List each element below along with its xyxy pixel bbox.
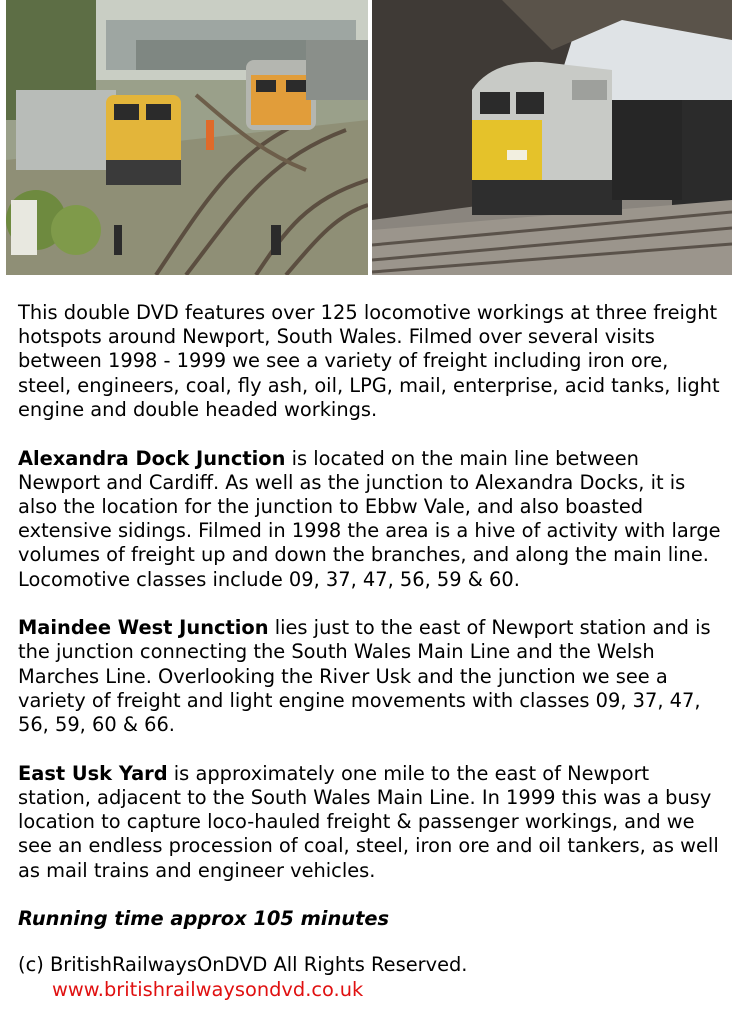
section-east-usk-yard xyxy=(18,762,724,883)
yard-scene-image xyxy=(6,0,368,275)
section-title: Alexandra Dock Junction xyxy=(18,446,286,470)
description xyxy=(18,301,724,1002)
photo-yard-locomotives xyxy=(6,0,368,275)
running-time: Running time approx 105 minutes xyxy=(18,907,390,931)
section-title: East Usk Yard xyxy=(18,761,168,785)
section-body: is located on the main line between Newport and Cardiff. As well as the junction to Alexandra Docks, it is also the location for the junction to Ebbw Vale, and also boasted extensive sidings. Filmed in 1998 the area is a hive of activity with large volumes of freight up and down the branches, and along the main line. Locomotive classes include 09, 37, 47, 56, 59 & 60. xyxy=(18,446,721,591)
website-link[interactable]: www.britishrailwaysondvd.co.uk xyxy=(52,977,364,1001)
section-maindee-west-junction xyxy=(18,616,724,737)
copyright-block xyxy=(18,953,724,1001)
photo-class-56-coal-train xyxy=(372,0,732,275)
coal-train-scene-image xyxy=(372,0,732,275)
section-title: Maindee West Junction xyxy=(18,616,269,640)
section-alexandra-dock-junction xyxy=(18,447,724,592)
intro-paragraph: This double DVD features over 125 locomotive workings at three freight hotspots around Newport, South Wales. Filmed over several visits between 1998 - 1999 we see a variety of freight including iron ore, steel, engineers, coal, fly ash, oil, LPG, mail, enterprise, acid tanks, light engine and double headed workings. xyxy=(18,301,720,421)
section-body: lies just to the east of Newport station and is the junction connecting the South Wales Main Line and the Welsh Marches Line. Overlooking the River Usk and the junction we see a variety of freight and light engine movements with classes 09, 37, 47, 56, 59, 60 & 66. xyxy=(18,616,711,737)
copyright-notice: (c) BritishRailwaysOnDVD All Rights Reserved. xyxy=(18,953,468,977)
photo-strip xyxy=(6,0,732,275)
section-body: is approximately one mile to the east of Newport station, adjacent to the South Wales Main Line. In 1999 this was a busy location to capture loco-hauled freight & passenger workings, and we see an endless procession of coal, steel, iron ore and oil tankers, as well as mail trains and engineer vehicles. xyxy=(18,761,719,882)
